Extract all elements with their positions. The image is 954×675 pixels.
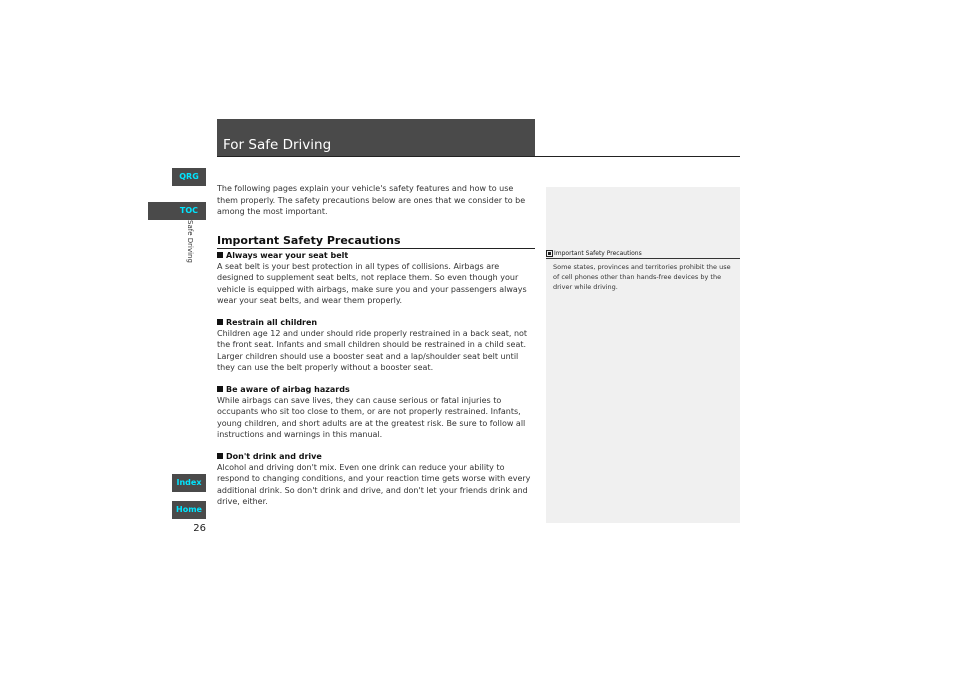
intro-paragraph: The following pages explain your vehicle's safety features and how to use them properly. The safety precautions below are ones that we consider to be among the most important.	[217, 184, 526, 216]
subsection-title-text: Don't drink and drive	[226, 451, 322, 461]
page-title: For Safe Driving	[223, 137, 332, 153]
notes-panel	[546, 187, 740, 523]
subsection-drink-drive	[217, 452, 535, 508]
note-icon	[546, 250, 553, 257]
subsection-title	[217, 318, 535, 327]
subsection-title	[217, 452, 535, 461]
square-bullet-icon	[217, 252, 223, 258]
note-title: Important Safety Precautions	[554, 250, 642, 257]
subsection-airbag	[217, 385, 535, 441]
toc-active-indicator	[148, 202, 172, 220]
subsection-title-text: Be aware of airbag hazards	[226, 384, 350, 394]
square-bullet-icon	[217, 386, 223, 392]
subsection-body: Children age 12 and under should ride properly restrained in a back seat, not the front seat. Infants and small children should be restrained in a child seat. Larger children should use a booster seat and a lap/shoulder seat belt until they can use the belt properly without a booster seat.	[217, 328, 528, 372]
main-content	[217, 183, 535, 519]
page-number: 26	[193, 523, 206, 534]
toc-button[interactable]: TOC	[172, 202, 206, 220]
subsection-body: While airbags can save lives, they can cause serious or fatal injuries to occupants who sit too close to them, or are not properly restrained. Infants, young children, and short adults are at the greatest risk. Be sure to follow all instructions and warnings in this manual.	[217, 395, 526, 439]
subsection-children	[217, 318, 535, 374]
home-button[interactable]: Home	[172, 501, 206, 519]
header-divider	[217, 156, 740, 157]
section-header-bar	[217, 119, 535, 156]
square-bullet-icon	[217, 453, 223, 459]
index-button[interactable]: Index	[172, 474, 206, 492]
subsection-seat-belt	[217, 251, 535, 307]
note-body: Some states, provinces and territories prohibit the use of cell phones other than hands-free devices by the driver while driving.	[553, 263, 731, 291]
subsection-body: A seat belt is your best protection in all types of collisions. Airbags are designed to supplement seat belts, not replace them. So even though your vehicle is equipped with airbags, make sure you and your passengers always wear your seat belts, and wear them properly.	[217, 261, 527, 305]
subsection-title	[217, 251, 535, 260]
subsection-body: Alcohol and driving don't mix. Even one drink can reduce your ability to respond to changing conditions, and your reaction time gets worse with every additional drink. So don't drink and drive, and don't let your friends drink and drive, either.	[217, 462, 531, 506]
note-heading	[546, 250, 740, 259]
subsection-title	[217, 385, 535, 394]
subsection-title-text: Always wear your seat belt	[226, 250, 349, 260]
qrg-button[interactable]: QRG	[172, 168, 206, 186]
subsection-title-text: Restrain all children	[226, 317, 318, 327]
chapter-side-label: Safe Driving	[186, 220, 194, 263]
section-heading: Important Safety Precautions	[217, 234, 535, 249]
square-bullet-icon	[217, 319, 223, 325]
